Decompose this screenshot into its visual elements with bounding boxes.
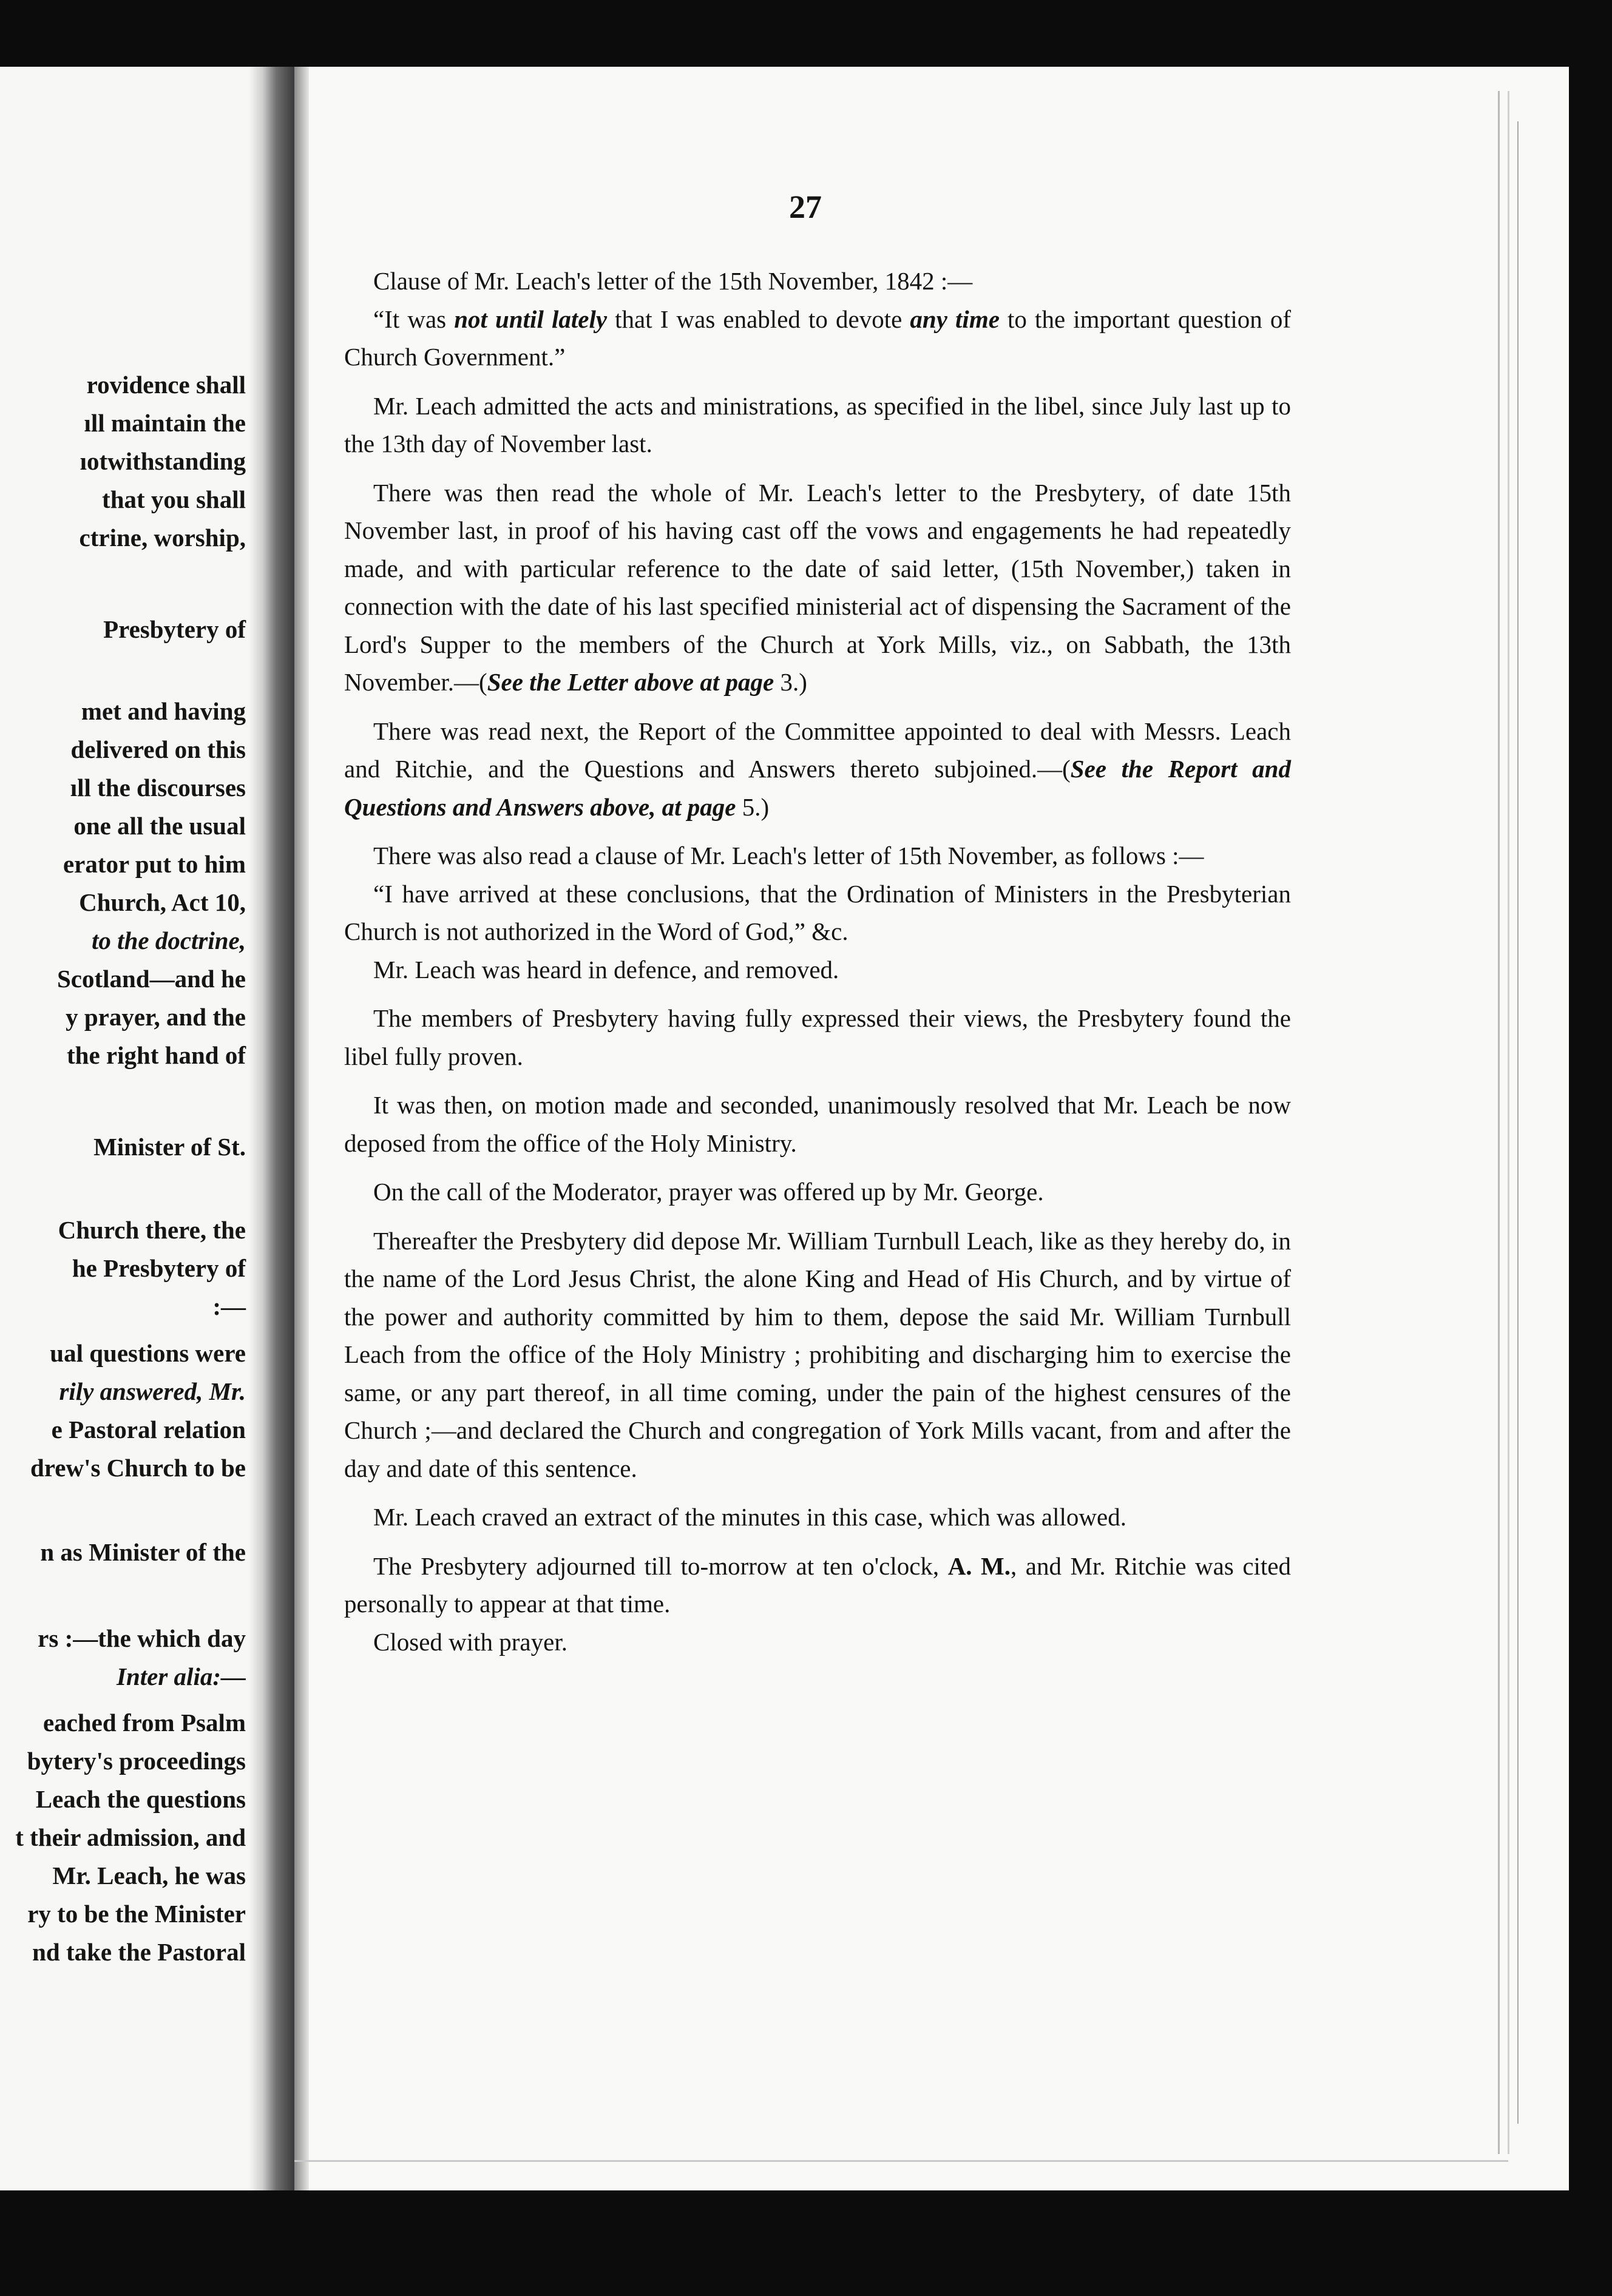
- paragraph: There was then read the whole of Mr. Leach's letter to the Presbytery, of date 15th November last, in proof of his having cast off the vows and engagements he had repeatedly made, and with particular reference to the date of said letter, (15th November,) taken in connection with the date of his last specified ministerial act of dispensing the Sacrament of the Lord's Supper to the members of the Church at York Mills, viz., on Sabbath, the 13th November.—(See the Letter above at page 3.): [344, 478, 1291, 696]
- paragraph: Thereafter the Presbytery did depose Mr. William Turnbull Leach, like as they hereby do, in the name of the Lord Jesus Christ, the alone King and Head of His Church, and by virtue of the power and authority committed by him to them, depose the said Mr. William Turnbull Leach from the office of the Holy Ministry ; prohibiting and discharging him to exercise the same, or any part thereof, in all time coming, under the pain of the highest censures of the Church ;—and declared the Church and congregation of York Mills vacant, from and after the day and date of this sentence.: [344, 1226, 1291, 1482]
- left-page-line: Presbytery of: [103, 615, 246, 643]
- left-page-line: [59, 1379, 246, 1404]
- left-page-italic: rily answered, Mr.: [59, 1377, 246, 1405]
- left-page-line: drew's Church to be: [30, 1454, 246, 1482]
- left-page-line: ıll the discourses: [70, 774, 246, 802]
- page-edge-line: [1498, 91, 1500, 2154]
- left-page-line: delivered on this: [70, 735, 246, 763]
- paragraph: It was then, on motion made and seconded, unanimously resolved that Mr. Leach be now deposed from the office of the Holy Ministry.: [344, 1091, 1291, 1157]
- left-page-line: e Pastoral relation: [51, 1416, 246, 1443]
- gutter-shadow: [294, 67, 309, 2190]
- left-page-line: he Presbytery of: [72, 1254, 246, 1282]
- paragraph: On the call of the Moderator, prayer was offered up by Mr. George.: [373, 1178, 1044, 1206]
- italic-reference: See the Report and Questions and Answers above, at page: [344, 755, 1291, 821]
- left-page-line: one all the usual: [73, 812, 246, 840]
- left-page-line: Scotland—and he: [56, 965, 246, 993]
- italic-text: not until lately: [454, 305, 608, 333]
- left-page-line: n as Minister of the: [40, 1538, 246, 1566]
- paragraph: There was also read a clause of Mr. Leach's letter of 15th November, as follows :—: [373, 842, 1204, 869]
- page-body: [344, 262, 1291, 1672]
- left-page-line: Mr. Leach, he was: [52, 1862, 246, 1889]
- paragraph: Clause of Mr. Leach's letter of the 15th November, 1842 :—: [373, 267, 973, 295]
- left-page-line: rs :—the which day: [38, 1624, 246, 1652]
- paragraph: Closed with prayer.: [373, 1627, 567, 1656]
- page-bottom-edge: [294, 2160, 1508, 2162]
- paragraph: Mr. Leach was heard in defence, and removed.: [373, 955, 839, 984]
- page-edge-line: [1508, 91, 1509, 2154]
- left-page-line: ual questions were: [50, 1339, 246, 1367]
- left-page-line: y prayer, and the: [66, 1003, 246, 1031]
- left-page-line: eached from Psalm: [42, 1709, 246, 1737]
- paragraph: There was read next, the Report of the Committee appointed to deal with Messrs. Leach and Ritchie, and the Questions and Answers thereto subjoined.—(See the Report and Questions and Answers above, at page 5.): [344, 717, 1291, 821]
- left-page-line: Leach the questions: [35, 1785, 246, 1813]
- paragraph: Mr. Leach admitted the acts and ministrations, as specified in the libel, since July last up to the 13th day of November last.: [344, 391, 1291, 458]
- left-page-line: ctrine, worship,: [79, 524, 246, 552]
- left-page-line: the right hand of: [66, 1041, 246, 1069]
- left-page-line: t their admission, and: [15, 1823, 246, 1851]
- page-edge-line: [1517, 121, 1519, 2124]
- left-page-line: met and having: [81, 697, 246, 725]
- left-page-line: nd take the Pastoral: [32, 1938, 246, 1966]
- left-page-line: bytery's proceedings: [27, 1747, 246, 1775]
- left-page-italic: Inter alia:—: [117, 1663, 246, 1690]
- left-page-line: ıll maintain the: [84, 409, 246, 437]
- italic-reference: See the Letter above at page: [487, 668, 774, 696]
- paragraph: Mr. Leach craved an extract of the minutes in this case, which was allowed.: [373, 1503, 1126, 1531]
- time-abbreviation: A. M.: [947, 1551, 1011, 1580]
- left-page-line: Church there, the: [58, 1216, 246, 1244]
- page-number: 27: [789, 189, 822, 225]
- quoted-clause: “I have arrived at these conclusions, that the Ordination of Ministers in the Presbyterian Church is not authorized in the Word of God,” &c.: [344, 879, 1291, 945]
- book-gutter: [249, 67, 294, 2190]
- left-page-line: erator put to him: [63, 850, 246, 878]
- left-page-line: Minister of St.: [93, 1133, 246, 1161]
- left-page-line: [92, 928, 246, 953]
- left-page-line: ry to be the Minister: [27, 1900, 246, 1928]
- left-page-line: ıotwithstanding: [80, 447, 246, 475]
- left-page-italic: to the doctrine,: [92, 927, 246, 954]
- quoted-clause: “It was not until lately that I was enabled to devote any time to the important question of Church Government.”: [344, 305, 1291, 371]
- italic-text: any time: [910, 305, 1000, 333]
- paragraph: The Presbytery adjourned till to-morrow at ten o'clock, A. M., and Mr. Ritchie was cited personally to appear at that time.: [344, 1551, 1291, 1618]
- left-page-line: [117, 1664, 246, 1689]
- left-page: [0, 67, 288, 2190]
- left-page-line: :—: [212, 1292, 246, 1320]
- left-page-line: Church, Act 10,: [79, 888, 246, 916]
- left-page-line: that you shall: [102, 485, 246, 513]
- paragraph: The members of Presbytery having fully expressed their views, the Presbytery found the libel fully proven.: [344, 1004, 1291, 1070]
- left-page-line: rovidence shall: [86, 371, 246, 399]
